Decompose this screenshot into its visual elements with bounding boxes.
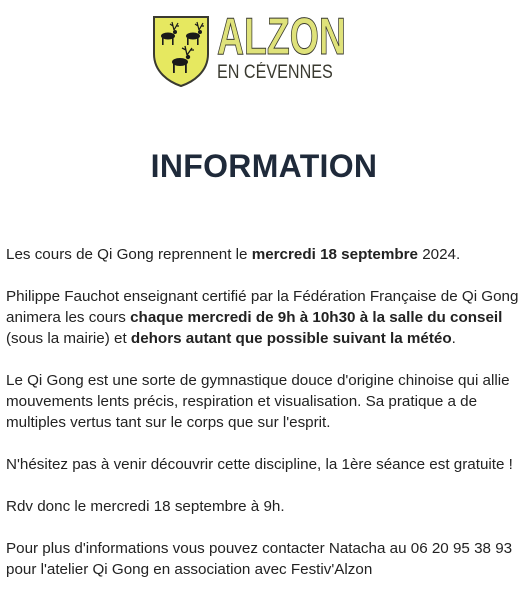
coat-of-arms-icon bbox=[151, 14, 211, 88]
paragraph-instructor bbox=[6, 286, 524, 349]
text-span: Philippe Fauchot enseignant certifié par la Fédération Française de Qi Gong animera les cours bbox=[6, 288, 519, 326]
brand-name: ALZON bbox=[217, 8, 346, 66]
paragraph-contact: Pour plus d'informations vous pouvez contacter Natacha au 06 20 95 38 93 pour l'atelier Qi Gong en association avec Festiv'Alzon bbox=[6, 540, 513, 578]
bold-outdoor: dehors autant que possible suivant la météo bbox=[130, 330, 452, 347]
bold-schedule: chaque mercredi de 9h à 10h30 à la salle du conseil bbox=[130, 309, 503, 326]
paragraph-rendezvous: Rdv donc le mercredi 18 septembre à 9h. bbox=[6, 498, 285, 515]
paragraph-description: Le Qi Gong est une sorte de gymnastique douce d'origine chinoise qui allie mouvements lents précis, respiration et visualisation. Sa pratique a de multiples vertus tant sur le corps que sur l'esprit. bbox=[6, 372, 510, 431]
page-title: INFORMATION bbox=[150, 148, 378, 184]
text-span: Les cours de Qi Gong reprennent le bbox=[6, 246, 252, 263]
brand-subtitle: EN CÉVENNES bbox=[217, 62, 333, 83]
paragraph-invitation: N'hésitez pas à venir découvrir cette discipline, la 1ère séance est gratuite ! bbox=[6, 456, 513, 473]
text-span: . bbox=[451, 330, 456, 347]
paragraph-course-restart bbox=[6, 244, 524, 265]
text-span: (sous la mairie) et bbox=[6, 330, 131, 347]
text-span: 2024. bbox=[418, 246, 461, 263]
bold-date: mercredi 18 septembre bbox=[251, 246, 418, 263]
alzon-logo bbox=[151, 8, 377, 88]
article-body bbox=[6, 244, 524, 601]
header bbox=[0, 8, 528, 88]
